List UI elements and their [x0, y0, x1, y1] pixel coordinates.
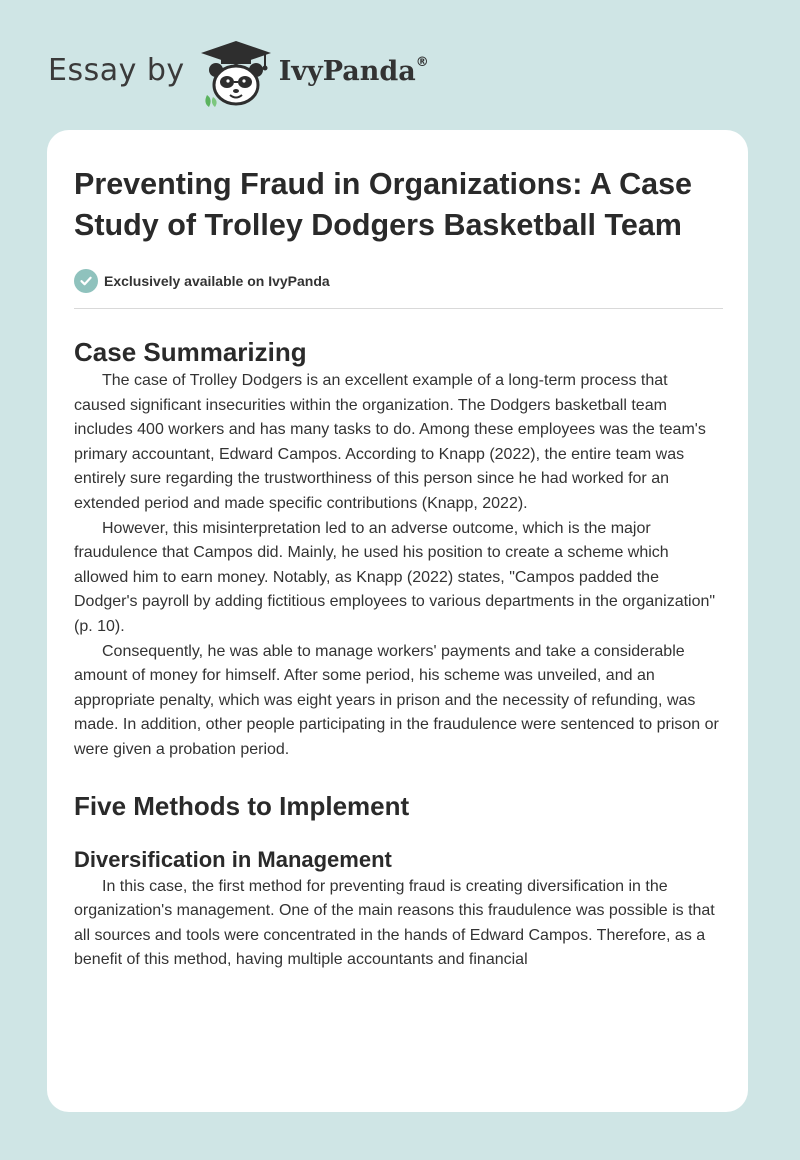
essay-card	[47, 130, 748, 1112]
subsection-heading-diversification: Diversification in Management	[74, 846, 392, 872]
registered-mark: ®	[415, 54, 429, 70]
brand-prefix: Essay by	[48, 52, 185, 88]
paragraph: However, this misinterpretation led to an adverse outcome, which is the major fraudulence that Campos did. Mainly, he used his position to create a scheme which allowed him to earn money. Notably, as Knapp (2022) states, "Campos padded the Dodger's payroll by adding fictitious employees to various departments in the organization" (p. 10).	[74, 519, 716, 635]
paragraph: In this case, the first method for preventing fraud is creating diversification in the organization's management. One of the main reasons this fraudulence was possible is that all sources and tools were concentrated in the hands of Edward Campos. Therefore, as a benefit of this method, having multiple accountants and financial	[74, 877, 715, 969]
brand-name[interactable]: IvyPanda®	[278, 54, 429, 87]
exclusive-badge-text: Exclusively available on IvyPanda	[104, 273, 330, 289]
title-divider	[74, 308, 723, 309]
check-circle-icon	[74, 269, 98, 293]
paragraph: Consequently, he was able to manage workers' payments and take a considerable amount of money for himself. After some period, his scheme was unveiled, and an appropriate penalty, which was eight years in prison and the necessity of refunding, was made. In addition, other people participating in the fraudulence were sentenced to prison or were given a probation period.	[74, 642, 719, 758]
site-header	[48, 34, 429, 114]
paragraph: The case of Trolley Dodgers is an excellent example of a long-term process that caused significant insecurities within the organization. The Dodgers basketball team includes 400 workers and has many tasks to do. Among these employees was the team's primary accountant, Edward Campos. According to Knapp (2022), the entire team was entirely sure regarding the trustworthiness of this person since he had worked for an extended period and made specific contributions (Knapp, 2022).	[74, 372, 706, 512]
panda-graduate-icon[interactable]	[199, 37, 273, 111]
page-title: Preventing Fraud in Organizations: A Case Study of Trolley Dodgers Basketball Team	[74, 167, 693, 242]
section-heading-five-methods: Five Methods to Implement	[74, 790, 410, 821]
section-heading-case-summarizing: Case Summarizing	[74, 337, 307, 367]
exclusive-badge	[74, 268, 721, 294]
